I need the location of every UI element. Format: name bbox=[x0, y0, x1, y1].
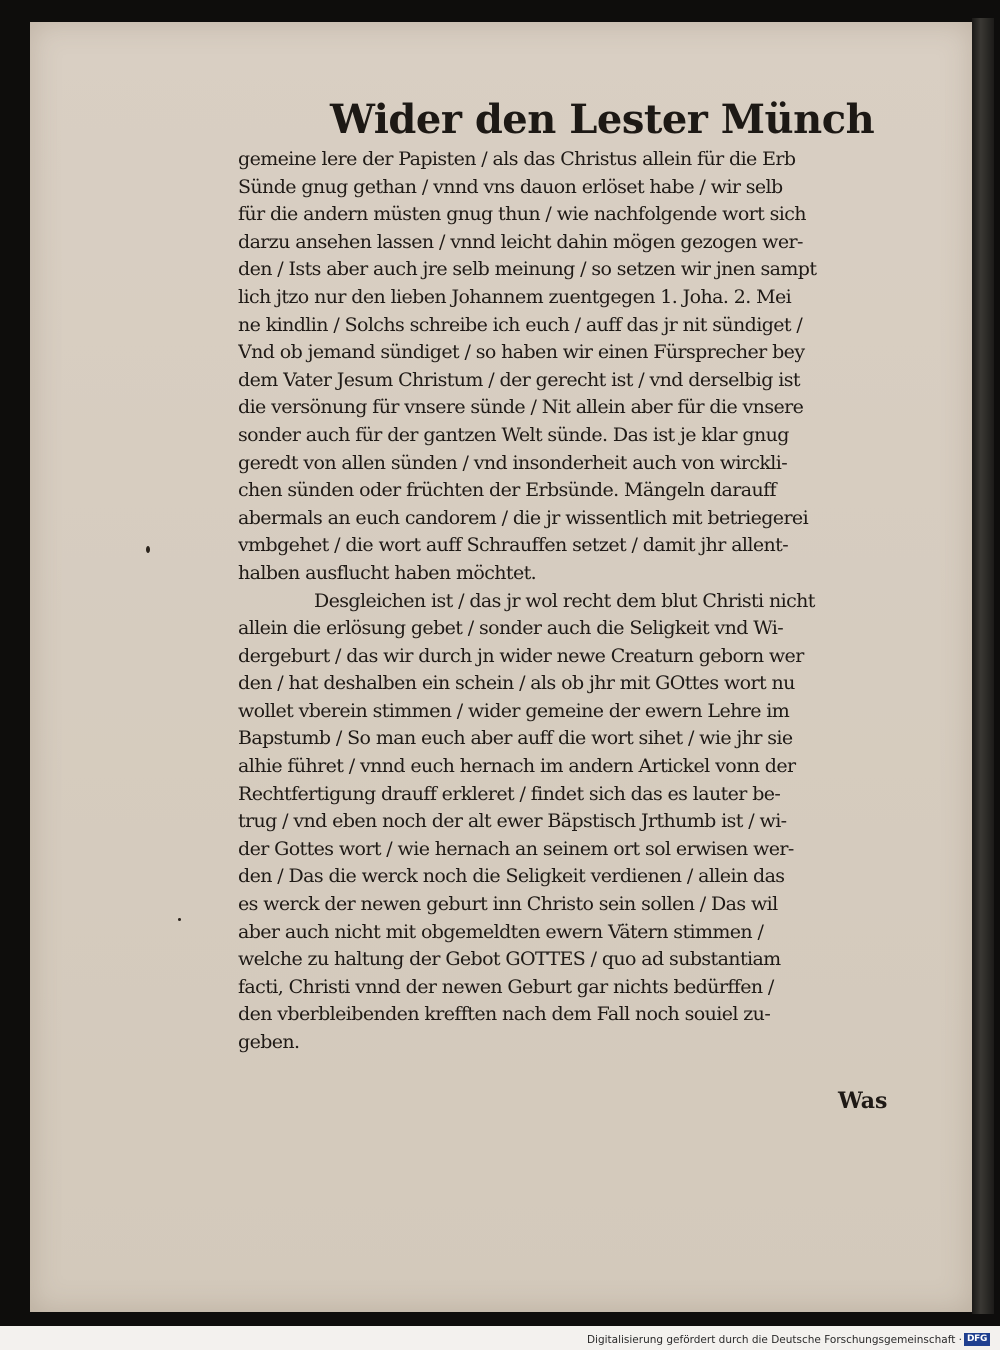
text-line: facti, Christi vnnd der newen Geburt gar nichts bedürffen / bbox=[238, 975, 774, 998]
text-line: für die andern müsten gnug thun / wie nachfolgende wort sich bbox=[238, 203, 806, 226]
text-line: sonder auch für der gantzen Welt sünde. Das ist je klar gnug bbox=[238, 423, 789, 446]
text-line: Bapstumb / So man euch aber auff die wort sihet / wie jhr sie bbox=[238, 727, 793, 750]
funding-note: Digitalisierung gefördert durch die Deutsche Forschungsgemeinschaft · bbox=[586, 1334, 962, 1346]
text-line: aber auch nicht mit obgemeldten ewern Vätern stimmen / bbox=[238, 920, 764, 943]
text-line: trug / vnd eben noch der alt ewer Bäpstisch Jrthumb ist / wi- bbox=[238, 810, 787, 833]
text-line: alhie führet / vnnd euch hernach im andern Artickel vonn der bbox=[238, 755, 796, 778]
ink-speck bbox=[146, 546, 150, 553]
text-line: dergeburt / das wir durch jn wider newe Creaturn geborn wer bbox=[238, 644, 804, 667]
running-head: Wider den Lester Münch bbox=[330, 96, 875, 143]
text-line: vmbgehet / die wort auff Schrauffen setzet / damit jhr allent- bbox=[238, 534, 789, 557]
text-line: Vnd ob jemand sündiget / so haben wir einen Fürsprecher bey bbox=[238, 341, 805, 364]
dfg-logo: DFG bbox=[964, 1333, 990, 1346]
body-text bbox=[238, 146, 898, 1057]
page-edge bbox=[972, 18, 994, 1314]
text-line: welche zu haltung der Gebot GOTTES / quo ad substantiam bbox=[238, 948, 781, 971]
text-line: abermals an euch candorem / die jr wissentlich mit betriegerei bbox=[238, 506, 809, 529]
text-line: die versönung für vnsere sünde / Nit allein aber für die vnsere bbox=[238, 396, 804, 419]
text-line: der Gottes wort / wie hernach an seinem ort sol erwisen wer- bbox=[238, 837, 794, 860]
text-line: gemeine lere der Papisten / als das Christus allein für die Erb bbox=[238, 148, 796, 170]
text-line: Sünde gnug gethan / vnnd vns dauon erlöset habe / wir selb bbox=[238, 175, 783, 198]
text-line: ne kindlin / Solchs schreibe ich euch / auff das jr nit sündiget / bbox=[238, 313, 803, 336]
text-line: wollet vberein stimmen / wider gemeine der ewern Lehre im bbox=[238, 699, 790, 722]
text-line: Desgleichen ist / das jr wol recht dem blut Christi nicht bbox=[314, 589, 815, 612]
text-line: dem Vater Jesum Christum / der gerecht ist / vnd derselbig ist bbox=[238, 368, 800, 391]
text-line: allein die erlösung gebet / sonder auch die Seligkeit vnd Wi- bbox=[238, 617, 784, 640]
text-line: den / Das die werck noch die Seligkeit verdienen / allein das bbox=[238, 865, 785, 888]
text-line: halben ausflucht haben möchtet. bbox=[238, 561, 537, 584]
text-line: geredt von allen sünden / vnd insonderheit auch von wirckli- bbox=[238, 451, 788, 474]
text-line: chen sünden oder früchten der Erbsünde. Mängeln darauff bbox=[238, 479, 776, 502]
catchword: Was bbox=[838, 1088, 888, 1114]
text-line: Rechtfertigung drauff erkleret / findet sich das es lauter be- bbox=[238, 782, 781, 805]
text-line: den / Ists aber auch jre selb meinung / so setzen wir jnen sampt bbox=[238, 258, 817, 281]
ink-speck bbox=[178, 918, 181, 921]
text-line: den vberbleibenden krefften nach dem Fall noch souiel zu- bbox=[238, 1003, 771, 1026]
text-line: lich jtzo nur den lieben Johannem zuentgegen 1. Joha. 2. Mei bbox=[238, 285, 792, 308]
text-line: geben. bbox=[238, 1031, 300, 1053]
text-line: den / hat deshalben ein schein / als ob jhr mit GOttes wort nu bbox=[238, 672, 795, 695]
text-line: es werck der newen geburt inn Christo sein sollen / Das wil bbox=[238, 893, 778, 916]
text-line: darzu ansehen lassen / vnnd leicht dahin mögen gezogen wer- bbox=[238, 230, 803, 253]
